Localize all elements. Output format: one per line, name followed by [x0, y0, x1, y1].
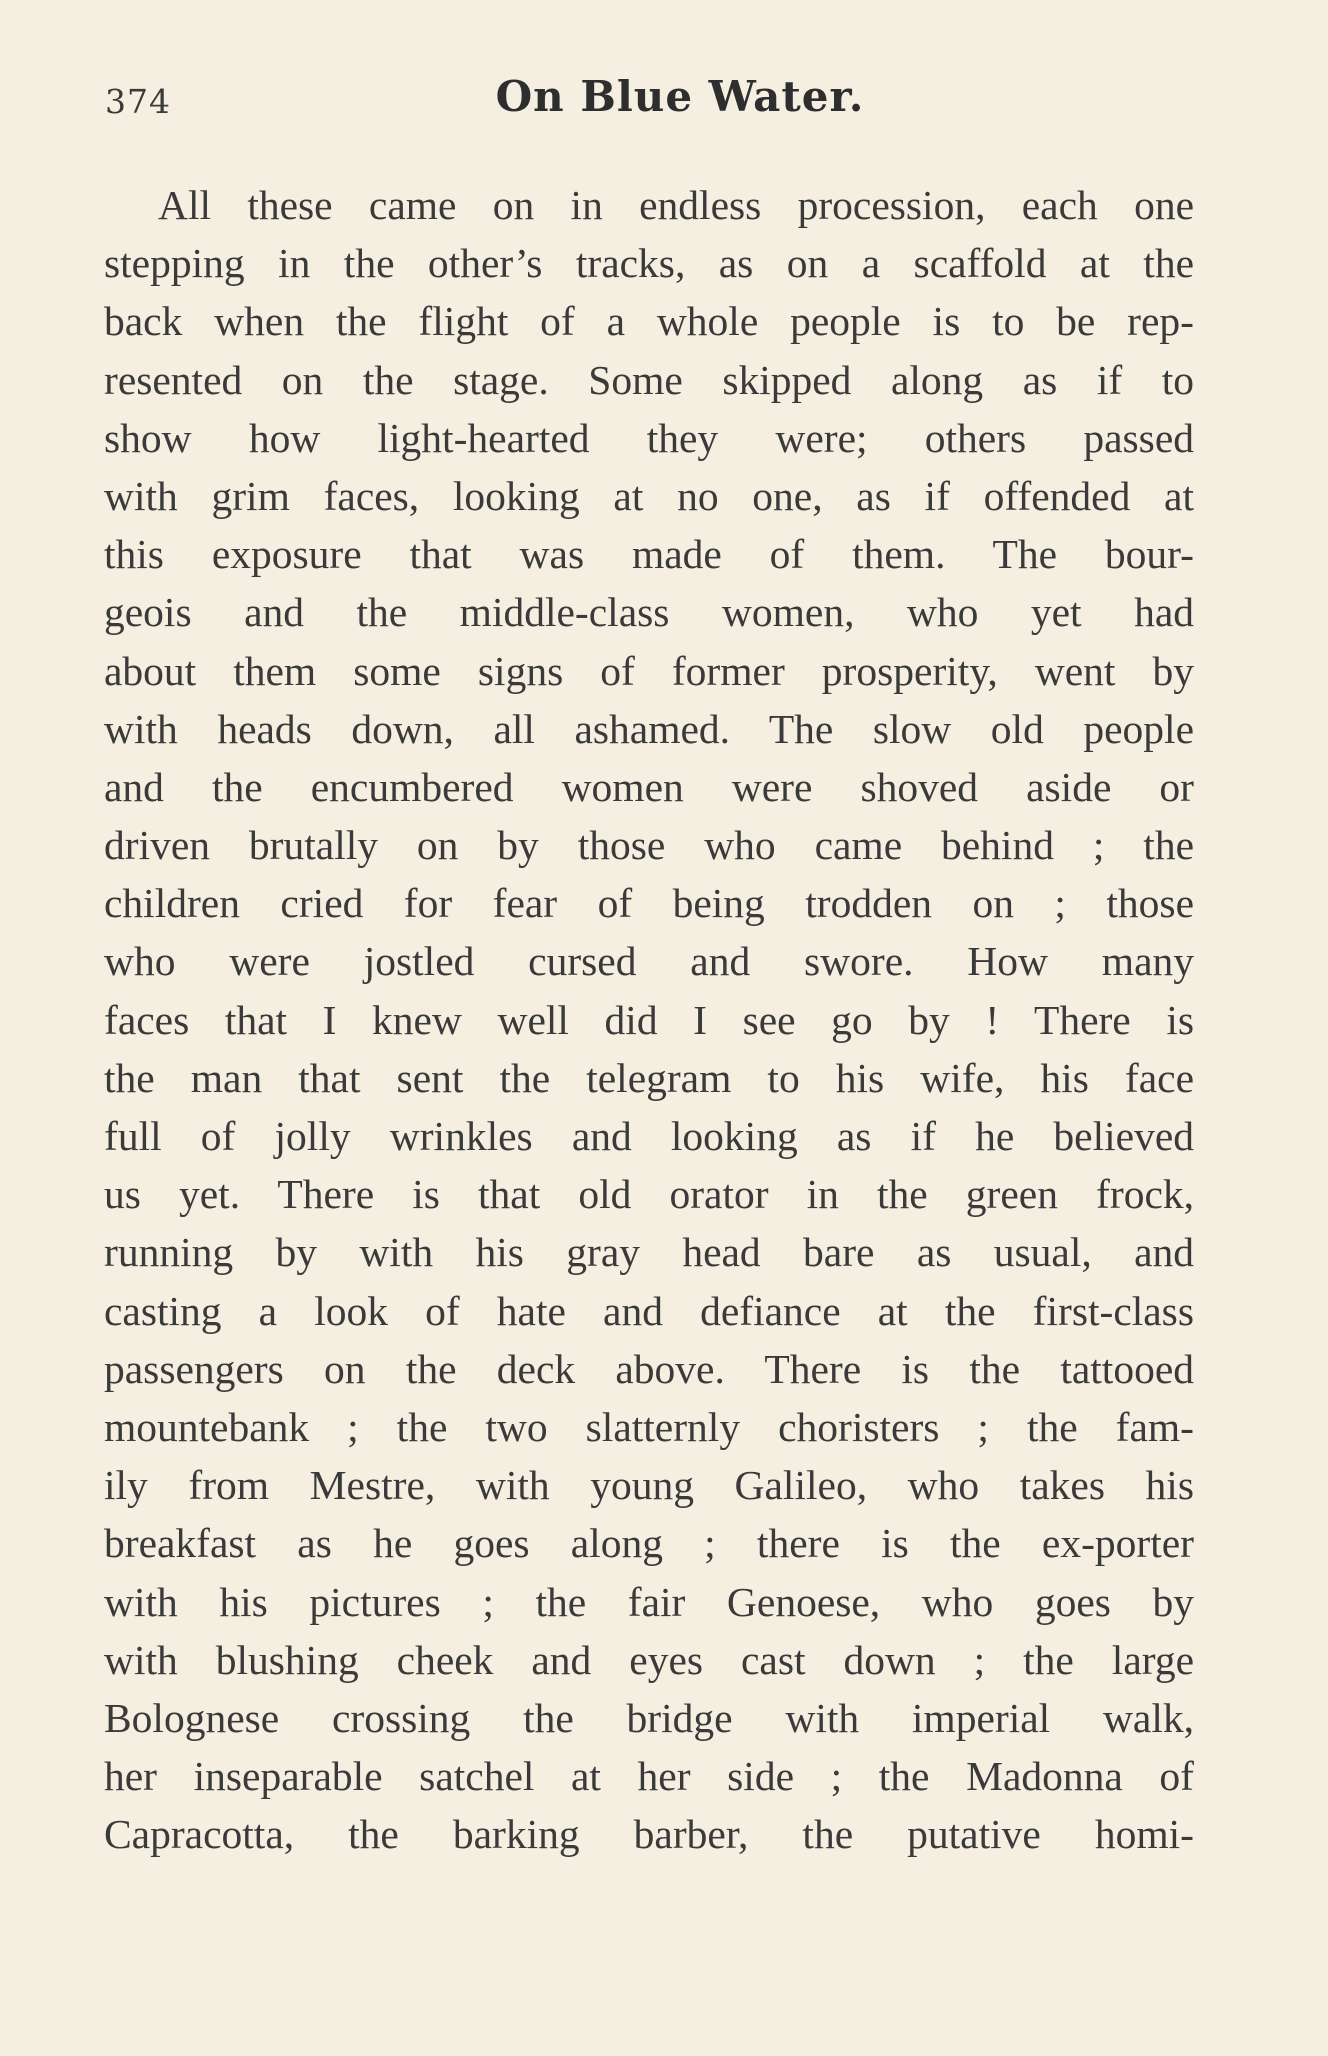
text-line: running by with his gray head bare as usual, and — [104, 1229, 1194, 1276]
running-title: On Blue Water. — [495, 72, 865, 121]
text-line: Capracotta, the barking barber, the putative homi- — [104, 1811, 1194, 1858]
text-line: about them some signs of former prosperity, went by — [104, 647, 1194, 694]
text-line: children cried for fear of being trodden on ; those — [104, 880, 1194, 927]
text-line: full of jolly wrinkles and looking as if he believed — [104, 1113, 1194, 1159]
text-line: ily from Mestre, with young Galileo, who takes his — [104, 1462, 1194, 1509]
text-line: breakfast as he goes along ; there is the ex-porter — [104, 1520, 1194, 1567]
text-line: back when the flight of a whole people is to be rep- — [104, 298, 1194, 345]
text-line: the man that sent the telegram to his wife, his face — [104, 1054, 1194, 1101]
text-line: with heads down, all ashamed. The slow old people — [104, 705, 1194, 752]
text-line: casting a look of hate and defiance at the first-class — [104, 1287, 1194, 1334]
text-line: who were jostled cursed and swore. How many — [104, 938, 1194, 985]
text-line: Bolognese crossing the bridge with imperial walk, — [104, 1694, 1194, 1741]
text-line: faces that I knew well did I see go by ! There is — [104, 996, 1194, 1043]
body-paragraph — [104, 176, 1194, 1863]
text-line: All these came on in endless procession, each one — [158, 182, 1194, 228]
text-line: show how light-hearted they were; others passed — [104, 414, 1194, 461]
text-line: geois and the middle-class women, who yet had — [104, 589, 1194, 636]
text-line: with grim faces, looking at no one, as if offended at — [104, 472, 1194, 519]
text-line: us yet. There is that old orator in the green frock, — [104, 1171, 1194, 1218]
text-line: driven brutally on by those who came behind ; the — [104, 822, 1194, 869]
text-line: her inseparable satchel at her side ; the Madonna of — [104, 1753, 1194, 1800]
text-line: stepping in the other’s tracks, as on a scaffold at the — [104, 240, 1194, 287]
text-line: passengers on the deck above. There is the tattooed — [104, 1345, 1194, 1392]
page-number: 374 — [105, 82, 171, 121]
text-line: mountebank ; the two slatternly choristers ; the fam- — [104, 1403, 1194, 1450]
text-line: resented on the stage. Some skipped along as if to — [104, 356, 1194, 403]
text-line: with blushing cheek and eyes cast down ; the large — [104, 1636, 1194, 1683]
text-line: with his pictures ; the fair Genoese, who goes by — [104, 1578, 1194, 1625]
text-line: and the encumbered women were shoved aside or — [104, 763, 1194, 810]
text-line: this exposure that was made of them. The bour- — [104, 531, 1194, 578]
